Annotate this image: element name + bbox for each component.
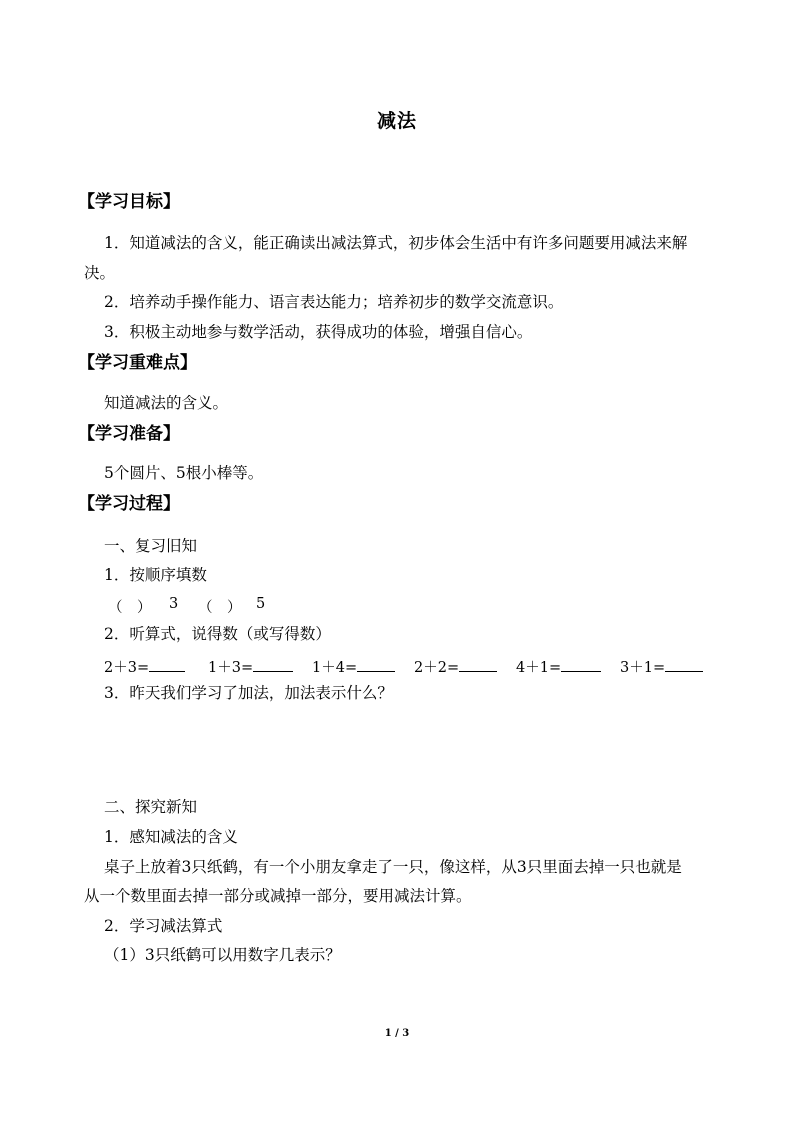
answer-blank xyxy=(561,656,601,672)
preparation-text: 5个圆片、5根小棒等。 xyxy=(104,464,264,482)
step-3: 3．昨天我们学习了加法，加法表示什么？ xyxy=(104,684,393,702)
sequence-blank: （ ） xyxy=(108,600,152,616)
step-1: 1．按顺序填数 xyxy=(104,566,207,584)
goal-item-1-line-2: 决。 xyxy=(84,264,116,282)
sequence-blank: （ ） xyxy=(198,600,242,616)
sub-question-1: （1）3只纸鹤可以用数字几表示？ xyxy=(104,946,341,964)
equation-item: 1＋4= xyxy=(312,656,395,677)
goal-item-1-line-1: 1．知道减法的含义，能正确读出减法算式，初步体会生活中有许多问题要用减法来解 xyxy=(104,234,688,252)
equation-item: 3＋1= xyxy=(620,656,703,677)
answer-blank xyxy=(665,656,703,672)
sequence-number: 3 xyxy=(169,596,179,612)
equation-item: 4＋1= xyxy=(516,656,601,677)
equation-item: 2＋2= xyxy=(414,656,497,677)
page-title: 减法 xyxy=(376,110,417,132)
paragraph-line-1: 桌子上放着3只纸鹤，有一个小朋友拿走了一只，像这样，从3只里面去掉一只也就是 xyxy=(104,858,682,876)
step-5: 2．学习减法算式 xyxy=(104,917,223,935)
equation-item: 2＋3= xyxy=(104,656,185,677)
key-points-text: 知道减法的含义。 xyxy=(104,394,229,412)
step-2: 2．听算式，说得数（或写得数） xyxy=(104,625,331,643)
equation-item: 1＋3= xyxy=(208,656,293,677)
answer-blank xyxy=(459,656,497,672)
process-heading: 【学习过程】 xyxy=(78,494,180,514)
goal-item-3: 3．积极主动地参与数学活动，获得成功的体验，增强自信心。 xyxy=(104,323,533,341)
answer-blank xyxy=(149,656,185,672)
goals-heading: 【学习目标】 xyxy=(78,192,180,212)
sequence-number: 5 xyxy=(256,596,266,612)
equation-row xyxy=(104,656,704,678)
preparation-heading: 【学习准备】 xyxy=(78,424,180,444)
goal-item-2: 2．培养动手操作能力、语言表达能力；培养初步的数学交流意识。 xyxy=(104,293,564,311)
answer-blank xyxy=(357,656,395,672)
step-4: 1．感知减法的含义 xyxy=(104,828,238,846)
key-points-heading: 【学习重难点】 xyxy=(78,353,197,373)
page-number: 1 / 3 xyxy=(384,1028,410,1039)
part-1-title: 一、复习旧知 xyxy=(104,537,198,555)
part-2-title: 二、探究新知 xyxy=(104,798,198,816)
paragraph-line-2: 从一个数里面去掉一部分或减掉一部分，要用减法计算。 xyxy=(84,887,472,905)
answer-blank xyxy=(253,656,293,672)
